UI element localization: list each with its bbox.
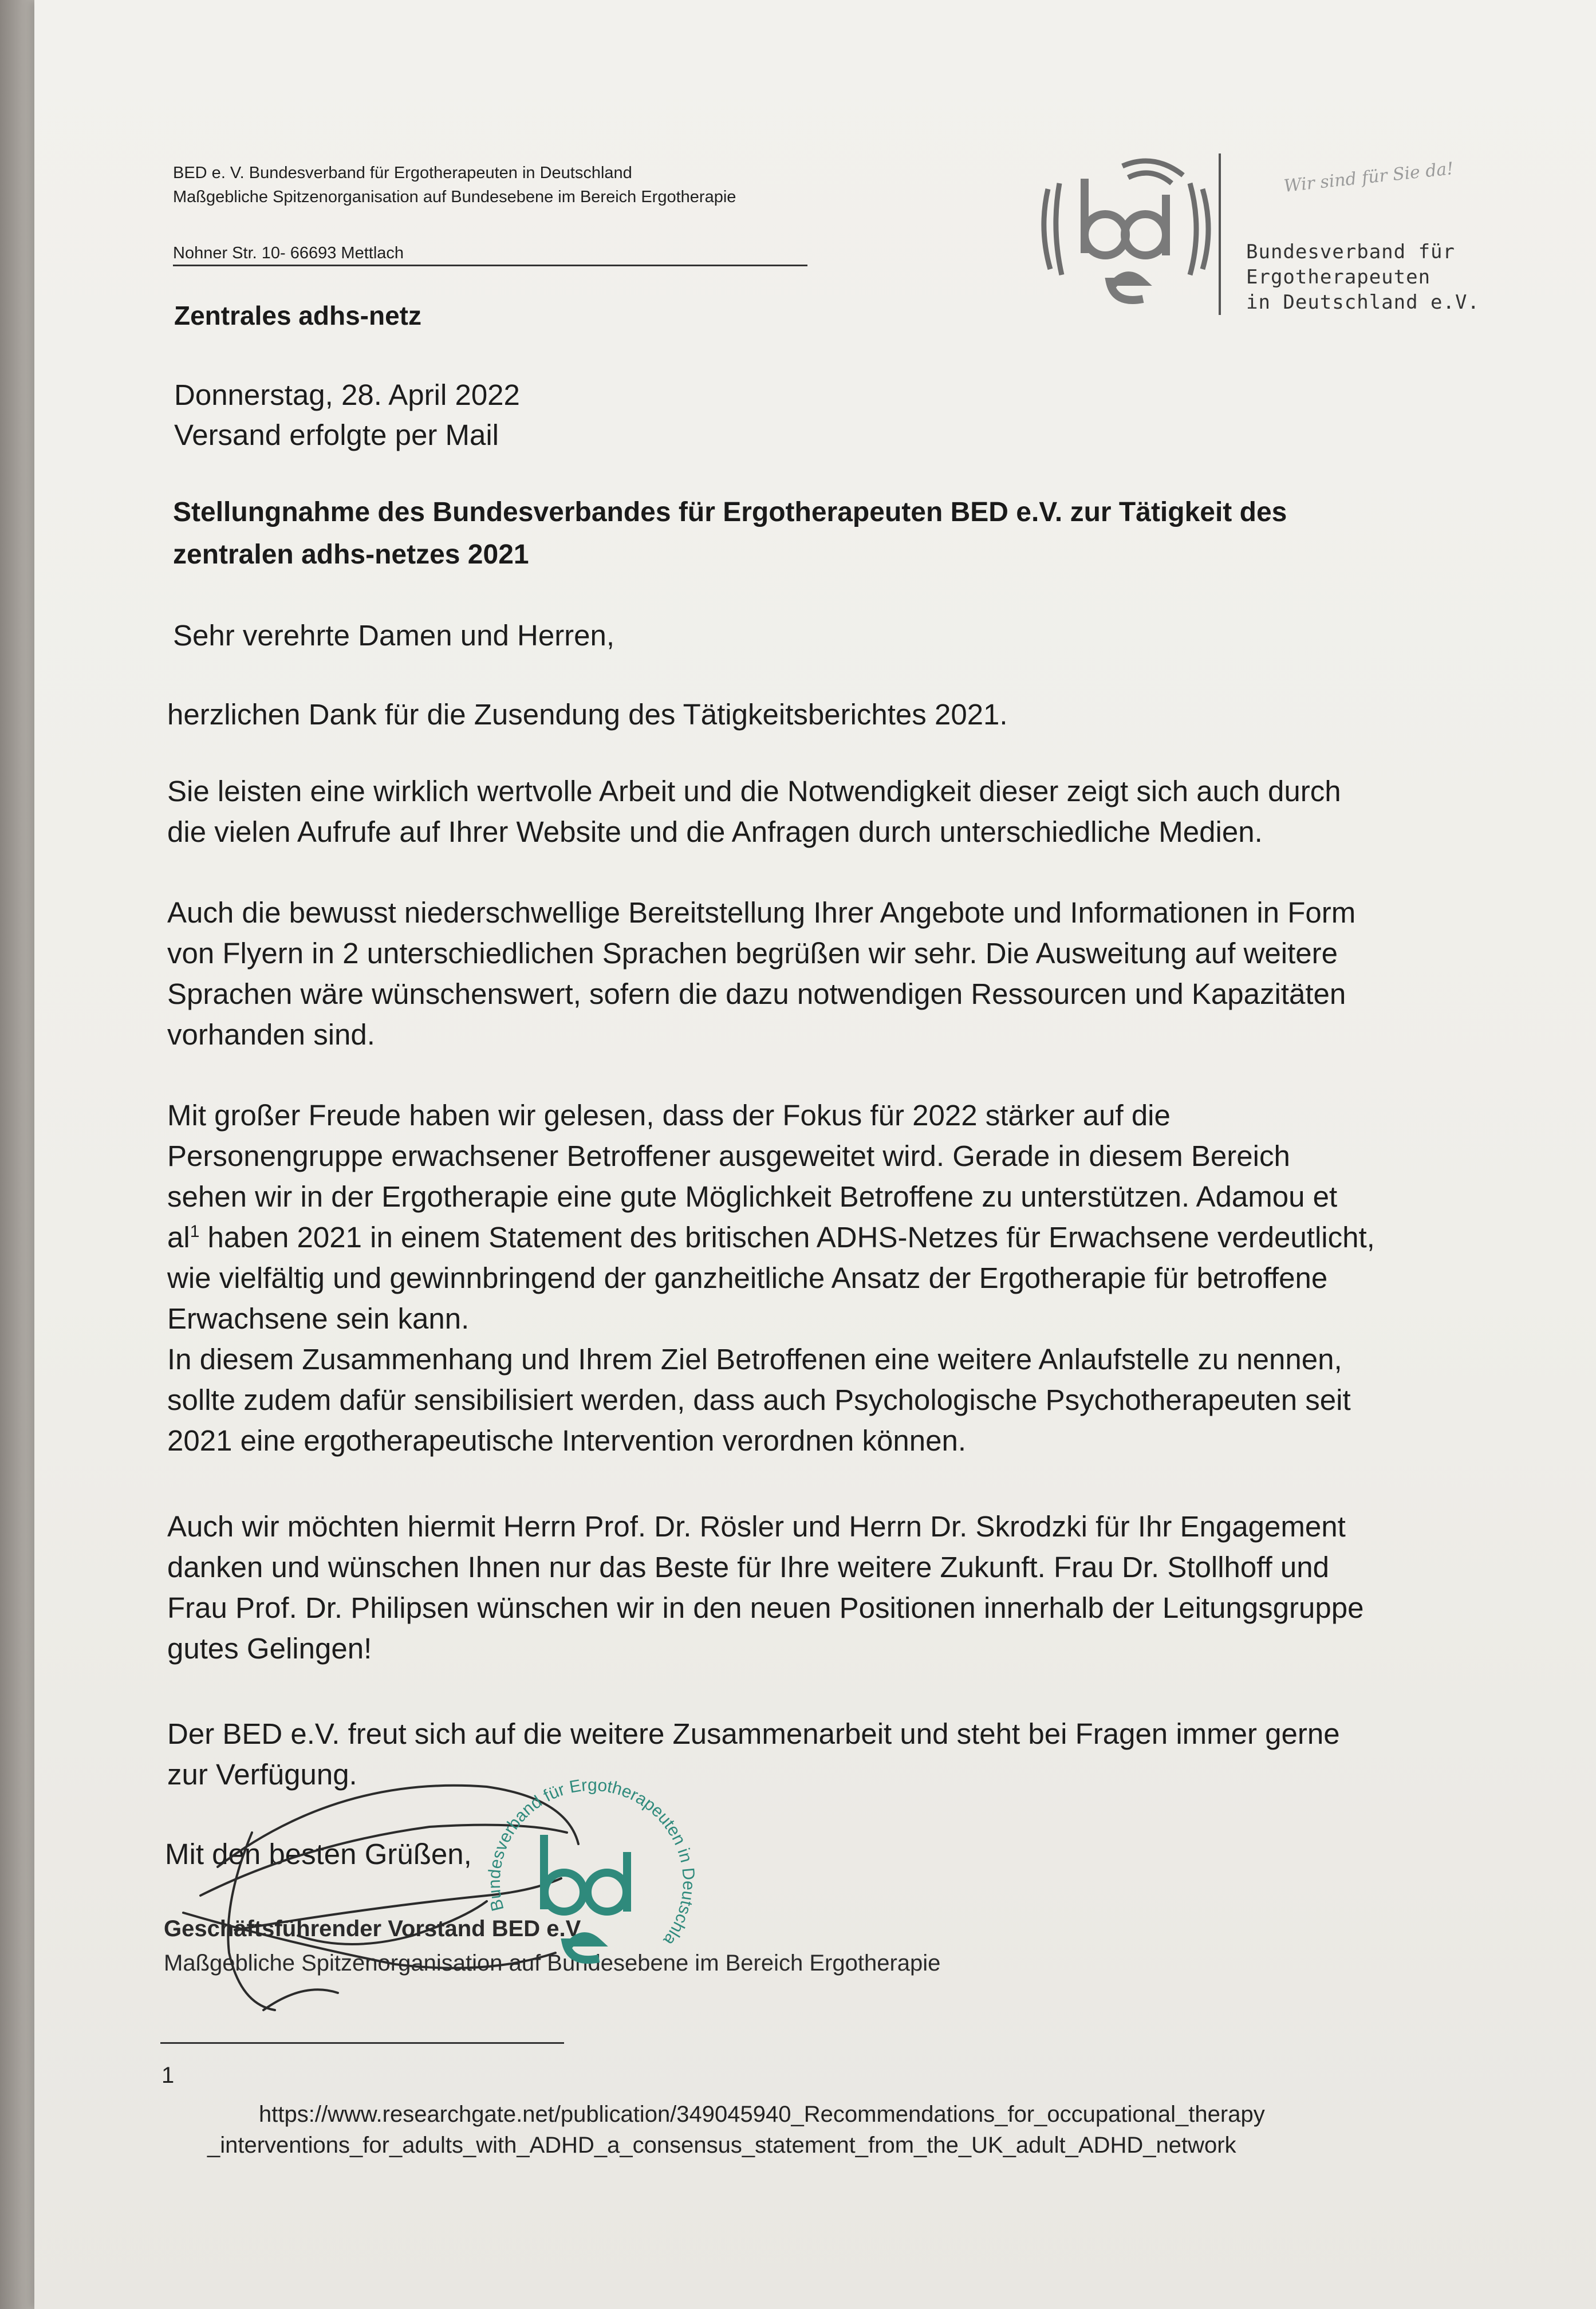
footnote-mark: 1 [190, 1222, 200, 1241]
subject-line: Stellungnahme des Bundesverbandes für Ergotherapeuten BED e.V. zur Tätigkeit des [173, 497, 1287, 527]
paragraph-line: 2021 eine ergotherapeutische Intervention verordnen können. [167, 1424, 967, 1457]
paragraph-line: Sprachen wäre wünschenswert, sofern die dazu notwendigen Ressourcen und Kapazitäten [167, 978, 1346, 1010]
footnote-url-line: _interventions_for_adults_with_ADHD_a_consensus_statement_from_the_UK_adult_ADHD_network [207, 2133, 1236, 2158]
paragraph-line: Frau Prof. Dr. Philipsen wünschen wir in den neuen Positionen innerhalb der Leitungsgruppe [167, 1591, 1364, 1624]
paragraph-line: gutes Gelingen! [167, 1632, 372, 1665]
paragraph-line-with-footnote [167, 1217, 1450, 1258]
paragraph-line: Mit großer Freude haben wir gelesen, dass der Fokus für 2022 stärker auf die [167, 1099, 1171, 1132]
logo-name [1246, 239, 1480, 315]
logo-slogan: Wir sind für Sie da! [1283, 158, 1455, 196]
recipient: Zentrales adhs-netz [174, 301, 421, 330]
sender-org-name: BED e. V. Bundesverband für Ergotherapeuten in Deutschland [173, 164, 632, 182]
subject [173, 491, 1287, 576]
stamp-ring-text: Bundesverband für Ergotherapeuten in Deutschla [484, 1775, 699, 1949]
paragraph-line: Erwachsene sein kann. [167, 1302, 470, 1335]
bed-logo-mark [1037, 155, 1225, 315]
svg-text:Bundesverband für Ergotherapeu [470, 1766, 698, 1949]
letter-date: Donnerstag, 28. April 2022 [174, 379, 520, 411]
paragraph-adult-focus [167, 1095, 1450, 1461]
paragraph-thanks-report [167, 694, 1450, 735]
paragraph-line: Auch wir möchten hiermit Herrn Prof. Dr. Rösler und Herrn Dr. Skrodzki für Ihr Engagement [167, 1510, 1346, 1543]
paragraph-line: die vielen Aufrufe auf Ihrer Website und die Anfragen durch unterschiedliche Medien. [167, 815, 1263, 848]
paragraph-flyers [167, 892, 1450, 1055]
sender-address: Nohner Str. 10- 66693 Mettlach [173, 244, 404, 262]
footnote-number: 1 [161, 2063, 175, 2088]
signature-organisation: Maßgebliche Spitzenorganisation auf Bundesebene im Bereich Ergotherapie [164, 1951, 941, 1976]
paragraph-line: wie vielfältig und gewinnbringend der ganzheitliche Ansatz der Ergotherapie für betroffene [167, 1262, 1328, 1294]
paragraph-line: Sie leisten eine wirklich wertvolle Arbeit und die Notwendigkeit dieser zeigt sich auch durch [167, 775, 1341, 807]
footnote-separator [160, 2042, 564, 2044]
paragraph-line: sehen wir in der Ergotherapie eine gute Möglichkeit Betroffene zu unterstützen. Adamou et [167, 1180, 1338, 1213]
paragraph-valuable-work [167, 771, 1450, 852]
paragraph-line: Der BED e.V. freut sich auf die weitere Zusammenarbeit und steht bei Fragen immer gerne [167, 1717, 1340, 1750]
paragraph-line: Auch die bewusst niederschwellige Bereitstellung Ihrer Angebote und Informationen in Form [167, 896, 1356, 929]
paragraph-line: Personengruppe erwachsener Betroffener ausgeweitet wird. Gerade in diesem Bereich [167, 1140, 1290, 1172]
logo-name-line: Bundesverband für [1246, 241, 1455, 263]
official-stamp [470, 1766, 710, 2018]
salutation: Sehr verehrte Damen und Herren, [173, 619, 615, 652]
paragraph-line: danken und wünschen Ihnen nur das Beste für Ihre weitere Zukunft. Frau Dr. Stollhoff und [167, 1551, 1329, 1583]
table-background [0, 0, 34, 2309]
signature-title: Geschäftsführender Vorstand BED e.V. [164, 1916, 585, 1941]
paragraph-line: sollte zudem dafür sensibilisiert werden, dass auch Psychologische Psychotherapeuten seit [167, 1384, 1351, 1416]
paragraph-acknowledgements [167, 1506, 1450, 1669]
sender-org-description: Maßgebliche Spitzenorganisation auf Bundesebene im Bereich Ergotherapie [173, 188, 736, 206]
paragraph-line: herzlichen Dank für die Zusendung des Tätigkeitsberichtes 2021. [167, 698, 1008, 731]
paragraph-line: von Flyern in 2 unterschiedlichen Sprachen begrüßen wir sehr. Die Ausweitung auf weitere [167, 937, 1338, 970]
footnote-url-line: https://www.researchgate.net/publication/349045940_Recommendations_for_occupational_therapy [259, 2102, 1265, 2127]
logo-name-line: Ergotherapeuten [1246, 266, 1431, 289]
paragraph-line: zur Verfügung. [167, 1758, 357, 1791]
paragraph-line: vorhanden sind. [167, 1018, 375, 1051]
logo-divider [1219, 153, 1221, 315]
subject-line: zentralen adhs-netzes 2021 [173, 539, 529, 570]
paragraph-line: In diesem Zusammenhang und Ihrem Ziel Betroffenen eine weitere Anlaufstelle zu nennen, [167, 1343, 1342, 1376]
footnote-anchor-text: al [167, 1221, 190, 1254]
footnote-anchor-rest: haben 2021 in einem Statement des britischen ADHS-Netzes für Erwachsene verdeutlicht, [199, 1221, 1375, 1254]
address-underline [173, 265, 807, 266]
greeting: Mit den besten Grüßen, [165, 1838, 472, 1870]
dispatch-note: Versand erfolgte per Mail [174, 419, 499, 451]
logo-name-line: in Deutschland e.V. [1246, 291, 1480, 314]
